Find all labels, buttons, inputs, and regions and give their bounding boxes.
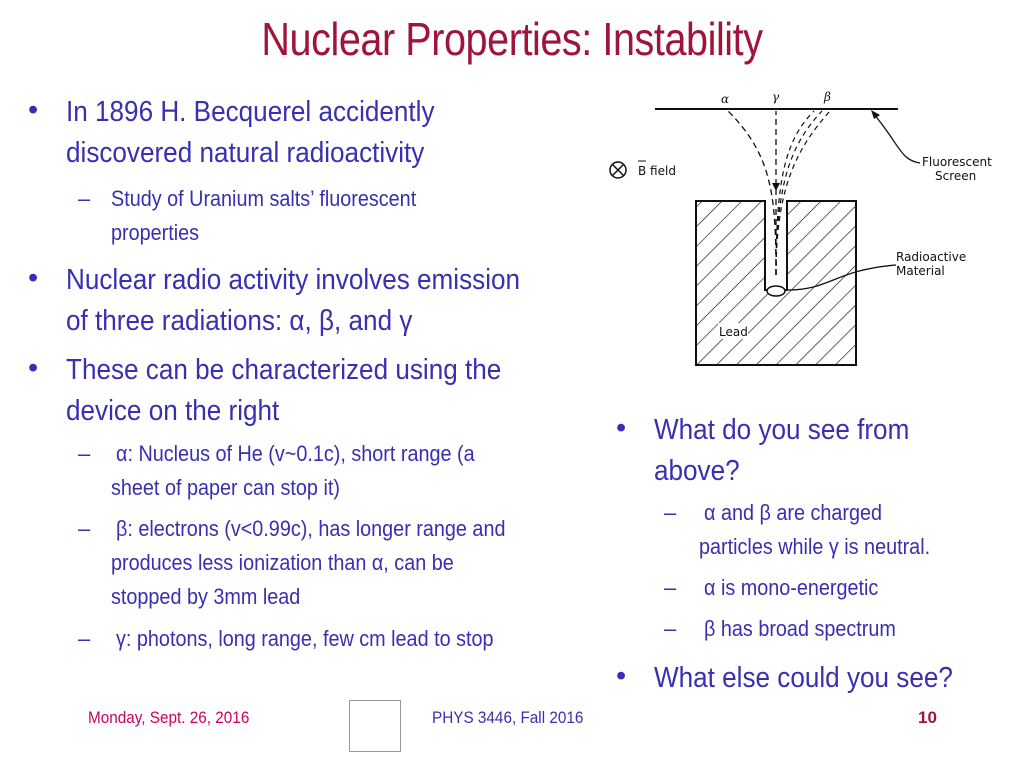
sub-beta-line2: produces less ionization than α, can be	[111, 550, 454, 575]
dash-marker: –	[664, 616, 677, 641]
question-see-line1: What do you see from	[654, 414, 910, 446]
radioactive-label: Radioactive	[896, 250, 967, 264]
gamma-label: γ	[772, 90, 780, 104]
bullet-device-line1: These can be characterized using the	[66, 354, 502, 386]
dash-marker: –	[664, 500, 677, 525]
gamma-arrowhead	[772, 183, 780, 191]
footer-date: Monday, Sept. 26, 2016	[88, 708, 250, 727]
bullet-device-line2: device on the right	[66, 395, 280, 427]
slide-title: Nuclear Properties: Instability	[261, 13, 763, 65]
dash-marker: –	[78, 516, 91, 541]
radioactive-material	[767, 286, 785, 296]
footer-course: PHYS 3446, Fall 2016	[432, 708, 584, 727]
answer-charged-line1: α and β are charged	[704, 500, 883, 525]
bullet-dot: •	[28, 94, 39, 126]
becquerel-device-diagram	[600, 85, 1000, 380]
lead-label: Lead	[719, 325, 748, 339]
bullet-becquerel-line1: In 1896 H. Becquerel accidently	[66, 96, 435, 128]
sub-alpha-line1: α: Nucleus of He (v~0.1c), short range (a	[116, 441, 475, 466]
dash-marker: –	[78, 626, 91, 651]
bullet-dot: •	[616, 660, 627, 692]
beta-label: β	[824, 90, 831, 104]
bullet-becquerel-line2: discovered natural radioactivity	[66, 137, 425, 169]
screen-leader-line	[873, 113, 920, 163]
dash-marker: –	[78, 186, 91, 211]
b-field-label: B field	[638, 164, 676, 178]
bullet-emission-line1: Nuclear radio activity involves emission	[66, 264, 521, 296]
fluorescent-label: Fluorescent	[922, 155, 992, 169]
sub-uranium-line1: Study of Uranium salts’ fluorescent	[111, 186, 417, 211]
alpha-label: α	[721, 92, 730, 106]
bullet-dot: •	[616, 412, 627, 444]
sub-uranium-line2: properties	[111, 220, 200, 245]
answer-mono-energetic: α is mono-energetic	[704, 575, 879, 600]
screen-label: Screen	[935, 169, 977, 183]
sub-beta-line1: β: electrons (v<0.99c), has longer range and	[116, 516, 506, 541]
sub-gamma-line: γ: photons, long range, few cm lead to stop	[116, 626, 494, 651]
bullet-dot: •	[28, 262, 39, 294]
lead-block	[696, 201, 856, 365]
dash-marker: –	[78, 441, 91, 466]
question-else: What else could you see?	[654, 662, 953, 694]
question-see-line2: above?	[654, 455, 740, 487]
material-label: Material	[896, 264, 945, 278]
answer-charged-line2: particles while γ is neutral.	[699, 534, 931, 559]
bullet-emission-line2: of three radiations: α, β, and γ	[66, 305, 413, 337]
footer-logo-box	[349, 700, 401, 752]
page-number: 10	[918, 708, 937, 727]
dash-marker: –	[664, 575, 677, 600]
answer-broad-spectrum: β has broad spectrum	[704, 616, 896, 641]
bullet-dot: •	[28, 352, 39, 384]
sub-alpha-line2: sheet of paper can stop it)	[111, 475, 340, 500]
sub-beta-line3: stopped by 3mm lead	[111, 584, 301, 609]
